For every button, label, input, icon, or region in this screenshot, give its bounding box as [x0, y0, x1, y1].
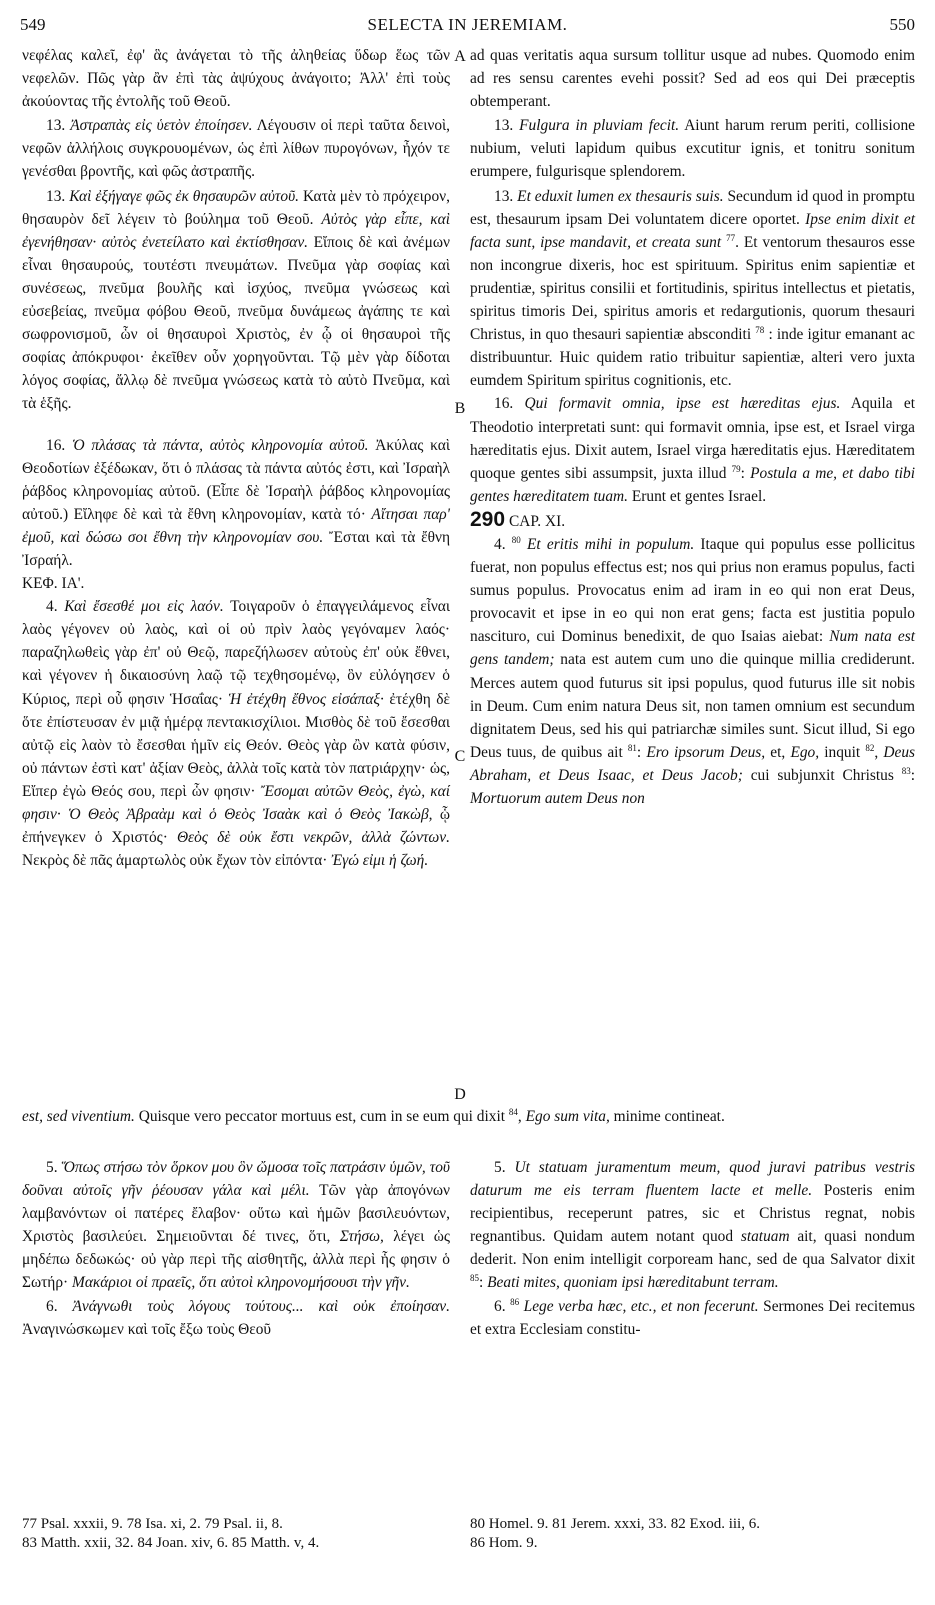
greek-column-lower: [22, 1156, 450, 1341]
footnote-line: 83 Matth. xxii, 32. 84 Joan. xiv, 6. 85 Matth. v, 4.: [22, 1535, 320, 1551]
greek-column: [22, 44, 450, 872]
margin-letter-a: A: [454, 48, 466, 65]
chapter-heading-greek: ΚΕΦ. ΙΑ'.: [22, 575, 85, 593]
greek-paragraph: 13. Ἀστραπὰς εἰς ὑετὸν ἐποίησεν. Λέγουσιν οἱ περὶ ταῦτα δεινοὶ, νεφῶν ἀλλήλοις συγκρουομένων, ὡς ἐπὶ λίθων πυρογόνων, ἦχόν τε γενέσθαι βροντῆς, καὶ φῶς ἀστραπῆς.: [22, 117, 450, 181]
latin-paragraph: 5. Ut statuam juramentum meum, quod juravi patribus vestris daturum me eis terram fluentem lacte et melle. Posteris enim recipientibus, receperunt patres, sic et Christus regnat, nobis regnantibus. Quidam autem notant quod statuam ait, quasi nondum dederit. Non enim intelligit corpoream hanc, sed de qua Salvator dixit $^{85}$: Beati mites, quoniam ipsi hæreditabunt terram.: [470, 1159, 915, 1292]
full-width-line: est, sed viventium. Quisque vero peccator mortuus est, cum in se eum qui dixit $^{84}$, Ego sum vita, minime contineat.: [22, 1106, 725, 1125]
greek-paragraph: 16. Ὁ πλάσας τὰ πάντα, αὐτὸς κληρονομία αὐτοῦ. Ἀκύλας καὶ Θεοδοτίων ἐξέδωκαν, ὅτι ὁ πλάσας τὰ πάντα αὐτός ἐστι, καὶ Ἰσραὴλ ῥάβδος κληρονομίας αὐτοῦ. (Εἶπε δὲ Ἰσραὴλ ῥάβδος κληρονομίας αὐτοῦ.) Εἴληφε δὲ καὶ τὰ ἔθνη κληρονομίαν, κατὰ τό· Αἴτησαι παρ' ἐμοῦ, καὶ δώσω σοι ἔθνη τὴν κληρονομίαν σου. Ἔσται καὶ τὰ ἔθνη Ἰσραήλ.: [22, 436, 450, 569]
latin-column: [470, 44, 915, 810]
footnotes-right: [470, 1515, 915, 1553]
greek-paragraph: νεφέλας καλεῖ, ἐφ' ἃς ἀνάγεται τὸ τῆς ἀληθείας ὕδωρ ἕως τῶν νεφελῶν. Πῶς γὰρ ἂν ἐπὶ τὰς ἀψύχους ἀνάγοιτο; Ἀλλ' ἐπὶ τοὺς ἀκούοντας τῆς ἐντολῆς τοῦ Θεοῦ.: [22, 47, 450, 111]
latin-paragraph: 6. $^{86}$ Lege verba hæc, etc., et non fecerunt. Sermones Dei recitemus et extra Ecclesiam constitu-: [470, 1296, 915, 1338]
running-header: [20, 15, 915, 39]
margin-letter-b: B: [454, 400, 466, 417]
latin-paragraph: 16. Qui formavit omnia, ipse est hæreditas ejus. Aquila et Theodotio interpretati sunt: qui formavit omnia, ipse est, et Israel virga hæreditatis ejus. Dixit autem, Israel virga hæreditatis ejus. Hæreditatem quoque gentes sibi assumpsit, juxta illud $^{79}$: Postula a me, et dabo tibi gentes hæreditatem tuam. Erunt et gentes Israel.: [470, 395, 916, 505]
column-number: 290: [470, 507, 506, 531]
greek-paragraph: 4. Καὶ ἔσεσθέ μοι εἰς λαόν. Τοιγαροῦν ὁ ἐπαγγειλάμενος εἶναι λαὸς γέγονεν οὐ λαὸς, καὶ οἱ οὐ πρὶν λαὸς γεγόναμεν λαός· παραζηλωθεὶς γὰρ ἐπ' οὐ Θεῷ, παρεζήλωσεν αὐτοὺς ἐπ' οὐκ ἔθνει, καὶ γέγονεν ἡ δικαιοσύνη λαῷ τῷ τεχθησομένῳ, ὃν εὐλόγησεν ὁ Κύριος, περὶ οὗ φησιν Ἡσαΐας· Ἡ ἐτέχθη ἔθνος εἰσάπαξ· ἐτέχθη δὲ ὅτε ἐπίστευσαν ἐν μιᾷ ἡμέρᾳ πεντακισχίλιοι. Μισθὸς δὲ τοῦ ἔσεσθαι αὐτῷ εἰς λαὸν τὸ ἔσεσθαι ἡμῖν εἰς Θεόν. Θεὸς γὰρ ὢν κατὰ φύσιν, οὐ πάντων ἐστὶ κατ' ἀξίαν Θεὸς, ἀλλὰ τοῖς κατὰ τὸν πατριάρχην· ὡς, Εἴπερ ἐγὼ Θεός σου, περὶ ὧν φησιν· Ἔσομαι αὐτῶν Θεὸς, ἐγὼ, καί φησιν· Ὁ Θεὸς Ἀβραὰμ καὶ ὁ Θεὸς Ἰσαὰκ καὶ ὁ Θεὸς Ἰακὼβ, ᾧ ἐπήνεγκεν ὁ Χριστός· Θεὸς δὲ οὐκ ἔστι νεκρῶν, ἀλλὰ ζώντων. Νεκρὸς δὲ πᾶς ἁμαρτωλὸς οὐκ ἔχων τὸν εἰπόντα· Ἐγώ εἰμι ἡ ζωή.: [22, 598, 450, 870]
margin-letter-c: C: [454, 748, 466, 765]
chapter-heading-latin: 290 CAP. XI.: [470, 507, 566, 531]
footnote-line: 80 Homel. 9. 81 Jerem. xxxi, 33. 82 Exod. iii, 6.: [470, 1516, 760, 1532]
latin-paragraph: 13. Fulgura in pluviam fecit. Aiunt harum rerum periti, collisione nubium, veluti lapidum quibus excutitur ignis, et tonitru sonitum erumpere, fulgurisque splendorem.: [470, 117, 916, 181]
greek-paragraph: 5. Ὅπως στήσω τὸν ὅρκον μου ὃν ὤμοσα τοῖς πατράσιν ὑμῶν, τοῦ δοῦναι αὐτοῖς γῆν ῥέουσαν γάλα καὶ μέλι. Τῶν γὰρ ἀπογόνων λαμβανόντων οἱ πατέρες ἔλαβον· οὕτω καὶ ἡμῶν βασιλευόντων, Χριστὸς βασιλεύει. Σημειοῦνται δέ τινες, ὅτι, Στήσω, λέγει ὡς μηδέπω δεδωκώς· οὐ γὰρ περὶ τῆς αἰσθητῆς, ἀλλὰ περὶ ἧς φησιν ὁ Σωτήρ· Μακάριοι οἱ πραεῖς, ὅτι αὐτοὶ κληρονομήσουσι τὴν γῆν.: [22, 1159, 450, 1292]
running-title: SELECTA IN JEREMIAM.: [367, 15, 568, 34]
latin-paragraph: 4. $^{80}$ Et eritis mihi in populum. Itaque qui populus esse pollicitus fuerat, non populus effectus est; nos qui prius non eramus populus, facti sumus populus. Provocatus enim ad iram in eo qui non erat Deus, provocavit et ipse in eo qui non erat gens; facta est justitia populo nascituro, cui Dominus benedixit, de quo Isaias aiebat: Num nata est gens tandem; nata est autem cum uno die quinque millia crediderunt. Merces autem quod futurus sit ipsi populus, quod futurus ille sit nobis in Deum. Cum enim natura Deus sit, non tamen omnium est secundum dignitatem Deus, sed his qui patriarchæ similes sunt. Sicut illud, Si ego Deus tuus, de quibus ait $^{81}$: Ero ipsorum Deus, et, Ego, inquit $^{82}$, Deus Abraham, et Deus Isaac, et Deus Jacob; cui subjunxit Christus $^{83}$: Mortuorum autem Deus non: [470, 534, 916, 807]
greek-paragraph: 6. Ἀνάγνωθι τοὺς λόγους τούτους... καὶ οὐκ ἐποίησαν. Ἀναγινώσκωμεν καὶ τοῖς ἔξω τοὺς Θεοῦ: [22, 1297, 450, 1338]
margin-letter-d: D: [454, 1086, 466, 1103]
latin-column-lower: [470, 1156, 915, 1341]
latin-paragraph: 13. Et eduxit lumen ex thesauris suis. Secundum id quod in promptu est, thesaurum ipsam Dei voluntatem dicere oportet. Ipse enim dixit et facta sunt, ipse mandavit, et creata sunt $^{77}$. Et ventorum thesauros esse non incongrue dixeris, hoc est spirituum. Spiritus enim sapientiæ et prudentiæ, spiritus consilii et fortitudinis, spiritus intellectus et pietatis, spiritus timoris Dei, spiritus amoris et redargutionis, quorum thesauri Christus, in quo thesauri sapientiæ absconditi $^{78}$ : inde igitur emanant ac distribuuntur. Huic quidem ratio tribuitur sapientiæ, alteri vero juxta eumdem Spiritum spiritus cognitionis, etc.: [470, 187, 916, 390]
footnote-line: 77 Psal. xxxii, 9. 78 Isa. xi, 2. 79 Psal. ii, 8.: [22, 1516, 283, 1532]
latin-paragraph: ad quas veritatis aqua sursum tollitur usque ad nubes. Quomodo enim ad res sensu carentes evehi possit? Sed ad eos qui Dei præceptis obtemperant.: [470, 47, 915, 111]
page-number-right: 550: [889, 15, 915, 34]
greek-paragraph: 13. Καὶ ἐξήγαγε φῶς ἐκ θησαυρῶν αὐτοῦ. Κατὰ μὲν τὸ πρόχειρον, θησαυρὸν δεῖ λέγειν τὸ βούλημα τοῦ Θεοῦ. Αὐτὸς γὰρ εἶπε, καὶ ἐγενήθησαν· αὐτὸς ἐνετείλατο καὶ ἐκτίσθησαν. Εἴποις δὲ καὶ ἀνέμων εἶναι θησαυρούς, τουτέστι πνευμάτων. Πνεῦμα γὰρ σοφίας καὶ συνέσεως, πνεῦμα βουλῆς καὶ ἰσχύος, πνεῦμα γνώσεως καὶ εὐσεβείας, πνεῦμα φόβου Θεοῦ, πνεῦμα δυνάμεως ἀγάπης τε καὶ σωφρονισμοῦ, ὧν οἱ θησαυροὶ Χριστὸς, ἐν ᾧ οἱ θησαυροὶ τῆς σοφίας ἀπόκρυφοι· ἐκεῖθεν οὖν χορηγοῦνται. Τῷ μὲν γὰρ δίδοται λόγος σοφίας, ἄλλῳ δὲ πνεῦμα γνώσεως κατὰ τὸ αὐτὸ Πνεῦμα, καὶ τὰ ἑξῆς.: [22, 187, 450, 413]
footnote-line: 86 Hom. 9.: [470, 1535, 538, 1551]
footnotes-left: [22, 1515, 452, 1553]
page-number-left: 549: [20, 15, 46, 34]
